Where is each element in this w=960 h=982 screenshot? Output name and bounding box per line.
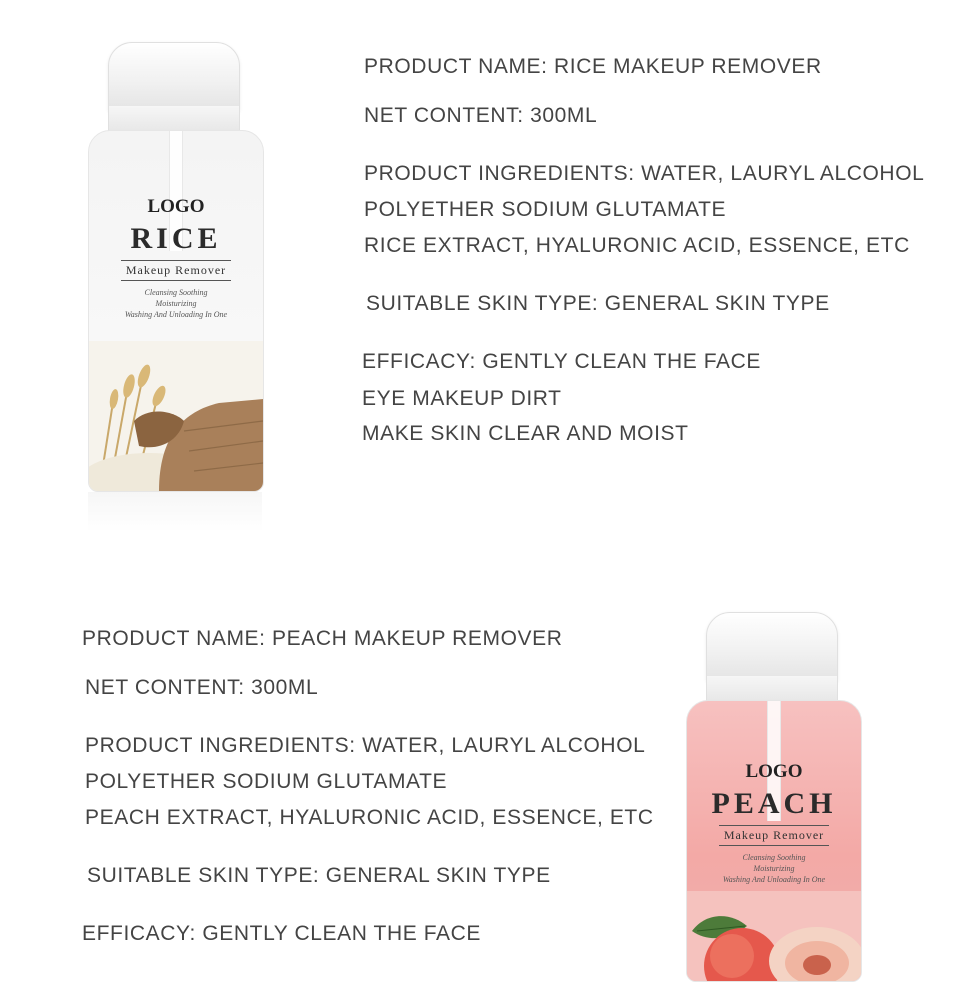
efficacy-line: EYE MAKEUP DIRT xyxy=(362,387,562,410)
product-name-line: PRODUCT NAME: PEACH MAKEUP REMOVER xyxy=(82,627,563,650)
peach-fruit-illustration xyxy=(687,891,861,981)
bottle-tagline-line: Cleansing Soothing xyxy=(144,288,208,297)
efficacy-line: EFFICACY: GENTLY CLEAN THE FACE xyxy=(362,350,762,373)
bottle-collar xyxy=(108,106,240,132)
bottle-body xyxy=(686,700,862,982)
net-content-line: NET CONTENT: 300ML xyxy=(364,104,598,127)
net-content-line: NET CONTENT: 300ML xyxy=(85,676,319,699)
bottle-subtitle: Makeup Remover xyxy=(719,825,829,846)
bottle-pump-cap xyxy=(706,612,838,684)
ingredients-line: POLYETHER SODIUM GLUTAMATE xyxy=(364,198,727,221)
product-name-line: PRODUCT NAME: RICE MAKEUP REMOVER xyxy=(364,55,822,78)
peach-product-section xyxy=(0,560,960,960)
skin-type-line: SUITABLE SKIN TYPE: GENERAL SKIN TYPE xyxy=(87,864,551,887)
ingredients-line: PRODUCT INGREDIENTS: WATER, LAURYL ALCOHOL xyxy=(364,162,925,185)
bottle-tagline xyxy=(89,287,263,320)
bottle-product-name: PEACH xyxy=(711,787,837,820)
bottle-label xyxy=(89,196,263,320)
bottle-reflection xyxy=(88,492,262,532)
bottle-subtitle: Makeup Remover xyxy=(121,260,231,281)
bottle-pump-cap xyxy=(108,42,240,114)
efficacy-line: MAKE SKIN CLEAR AND MOIST xyxy=(362,422,689,445)
bottle-collar xyxy=(706,676,838,702)
efficacy-line: EFFICACY: GENTLY CLEAN THE FACE xyxy=(82,922,482,945)
bottle-product-name: RICE xyxy=(130,222,222,255)
rice-sack-illustration xyxy=(89,341,263,491)
bottle-tagline-line: Moisturizing xyxy=(753,864,795,873)
bottle-tagline-line: Moisturizing xyxy=(155,299,197,308)
bottle-tagline-line: Washing And Unloading In One xyxy=(124,310,228,319)
bottle-label xyxy=(687,761,861,885)
bottle-tagline-line: Cleansing Soothing xyxy=(742,853,806,862)
ingredients-line: PRODUCT INGREDIENTS: WATER, LAURYL ALCOHOL xyxy=(85,734,646,757)
ingredients-line: POLYETHER SODIUM GLUTAMATE xyxy=(85,770,448,793)
bottle-tagline xyxy=(687,852,861,885)
bottle-logo-text: LOGO xyxy=(147,196,205,217)
skin-type-line: SUITABLE SKIN TYPE: GENERAL SKIN TYPE xyxy=(366,292,830,315)
bottle-body xyxy=(88,130,264,492)
bottle-logo-text: LOGO xyxy=(745,761,803,782)
bottle-tagline-line: Washing And Unloading In One xyxy=(722,875,826,884)
ingredients-line: RICE EXTRACT, HYALURONIC ACID, ESSENCE, ETC xyxy=(364,234,910,257)
ingredients-line: PEACH EXTRACT, HYALURONIC ACID, ESSENCE, ETC xyxy=(85,806,654,829)
